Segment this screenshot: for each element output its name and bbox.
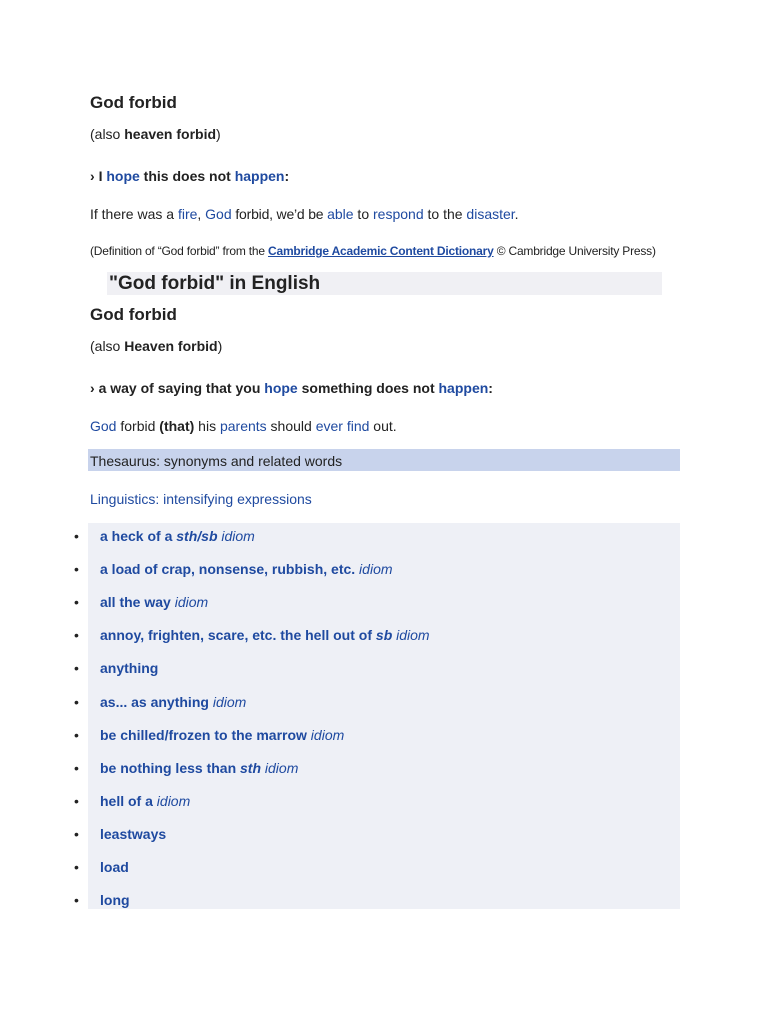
related-word-text[interactable]: be nothing less than (100, 760, 241, 776)
example-text: to (353, 206, 374, 222)
word-link-disaster[interactable]: disaster (466, 206, 515, 222)
related-word-item[interactable] (100, 826, 166, 846)
list-bullet: • (74, 561, 79, 577)
word-link-ever[interactable]: ever (315, 418, 343, 434)
word-link-respond[interactable]: respond (373, 206, 424, 222)
headword-2: God forbid (90, 305, 177, 324)
example-2 (90, 418, 397, 434)
example-text: out. (369, 418, 397, 434)
list-bullet: • (74, 892, 79, 908)
dictionary-link[interactable]: Cambridge Academic Content Dictionary (268, 244, 494, 258)
thesaurus-bar: Thesaurus: synonyms and related words (88, 449, 680, 471)
section-title: "God forbid" in English (107, 272, 662, 295)
related-word-text[interactable]: leastways (100, 826, 167, 842)
definition-colon: : (488, 380, 493, 396)
part-of-speech-label: idiom (392, 627, 430, 643)
list-bullet: • (74, 793, 79, 809)
credit-text: © Cambridge University Press) (493, 244, 656, 258)
word-link-hope[interactable]: hope (264, 380, 298, 396)
also-line-2 (90, 338, 222, 354)
related-word-placeholder[interactable]: sb (375, 627, 393, 643)
part-of-speech-label: idiom (355, 561, 393, 577)
list-bullet: • (74, 826, 79, 842)
part-of-speech-label: idiom (170, 594, 209, 610)
definition-1 (90, 168, 289, 184)
related-word-text[interactable]: load (100, 859, 129, 875)
part-of-speech-label: idiom (306, 727, 345, 743)
definition-marker: › (90, 168, 99, 184)
related-word-item[interactable] (100, 594, 208, 614)
related-word-text[interactable]: anything (100, 660, 159, 676)
headword-1: God forbid (90, 93, 177, 112)
related-word-item[interactable] (100, 561, 393, 581)
example-text: . (514, 206, 519, 222)
word-link-find[interactable]: find (346, 418, 370, 434)
example-text: forbid, we’d be (231, 206, 328, 222)
related-word-item[interactable] (100, 694, 246, 714)
thesaurus-category-label[interactable]: Linguistics: intensifying expressions (90, 491, 312, 507)
definition-text: I (98, 168, 107, 184)
example-text: his (194, 418, 220, 434)
list-bullet: • (74, 528, 79, 544)
credit-text: (Definition of “God forbid” from the (90, 244, 269, 258)
related-word-text[interactable]: long (100, 892, 130, 908)
definition-text: something does not (297, 380, 439, 396)
also-prefix: (also (90, 338, 125, 354)
related-word-text[interactable]: be chilled/frozen to the marrow (100, 727, 307, 743)
word-link-hope[interactable]: hope (106, 168, 140, 184)
list-bullet: • (74, 694, 79, 710)
related-word-item[interactable] (100, 760, 298, 780)
word-link-god[interactable]: God (205, 206, 232, 222)
related-word-item[interactable] (100, 793, 190, 813)
related-word-text[interactable]: hell of a (100, 793, 153, 809)
thesaurus-category-link[interactable] (90, 491, 312, 507)
definition-2 (90, 380, 493, 396)
definition-colon: : (284, 168, 290, 184)
example-text: forbid (116, 418, 160, 434)
part-of-speech-label: idiom (217, 528, 255, 544)
related-word-text[interactable]: all the way (100, 594, 171, 610)
also-word: heaven forbid (124, 126, 217, 142)
related-word-item[interactable] (100, 660, 158, 680)
related-word-item[interactable] (100, 627, 430, 647)
related-word-item[interactable] (100, 528, 255, 548)
list-bullet: • (74, 727, 79, 743)
list-bullet: • (74, 627, 79, 643)
word-link-able[interactable]: able (327, 206, 354, 222)
example-1 (90, 206, 519, 222)
definition-text: this does not (139, 168, 235, 184)
related-word-item[interactable] (100, 727, 344, 747)
example-optional: (that) (159, 418, 195, 434)
example-text: , (197, 206, 206, 222)
related-word-text[interactable]: annoy, frighten, scare, etc. the hell out of (100, 627, 376, 643)
also-line-1 (90, 126, 221, 142)
word-link-god[interactable]: God (90, 418, 117, 434)
definition-text: a way of saying that you (98, 380, 265, 396)
related-word-text[interactable]: as... as anything (100, 694, 209, 710)
also-suffix: ) (216, 126, 221, 142)
example-text: to the (423, 206, 467, 222)
definition-marker: › (90, 380, 99, 396)
part-of-speech-label: idiom (261, 760, 299, 776)
example-text: should (266, 418, 316, 434)
related-word-item[interactable] (100, 892, 130, 912)
also-suffix: ) (217, 338, 223, 354)
list-bullet: • (74, 594, 79, 610)
list-bullet: • (74, 859, 79, 875)
related-word-text[interactable]: a heck of a (100, 528, 177, 544)
related-word-placeholder[interactable]: sth (240, 760, 262, 776)
also-prefix: (also (90, 126, 125, 142)
word-link-parents[interactable]: parents (219, 418, 267, 434)
word-link-happen[interactable]: happen (234, 168, 285, 184)
part-of-speech-label: idiom (152, 793, 191, 809)
related-word-item[interactable] (100, 859, 129, 879)
definition-credit (90, 244, 656, 258)
word-link-fire[interactable]: fire (177, 206, 198, 222)
related-word-text[interactable]: a load of crap, nonsense, rubbish, etc. (100, 561, 356, 577)
list-bullet: • (74, 760, 79, 776)
part-of-speech-label: idiom (208, 694, 247, 710)
list-bullet: • (74, 660, 79, 676)
related-word-placeholder[interactable]: sth/sb (176, 528, 218, 544)
word-link-happen[interactable]: happen (438, 380, 489, 396)
also-word: Heaven forbid (124, 338, 218, 354)
example-text: If there was a (90, 206, 178, 222)
